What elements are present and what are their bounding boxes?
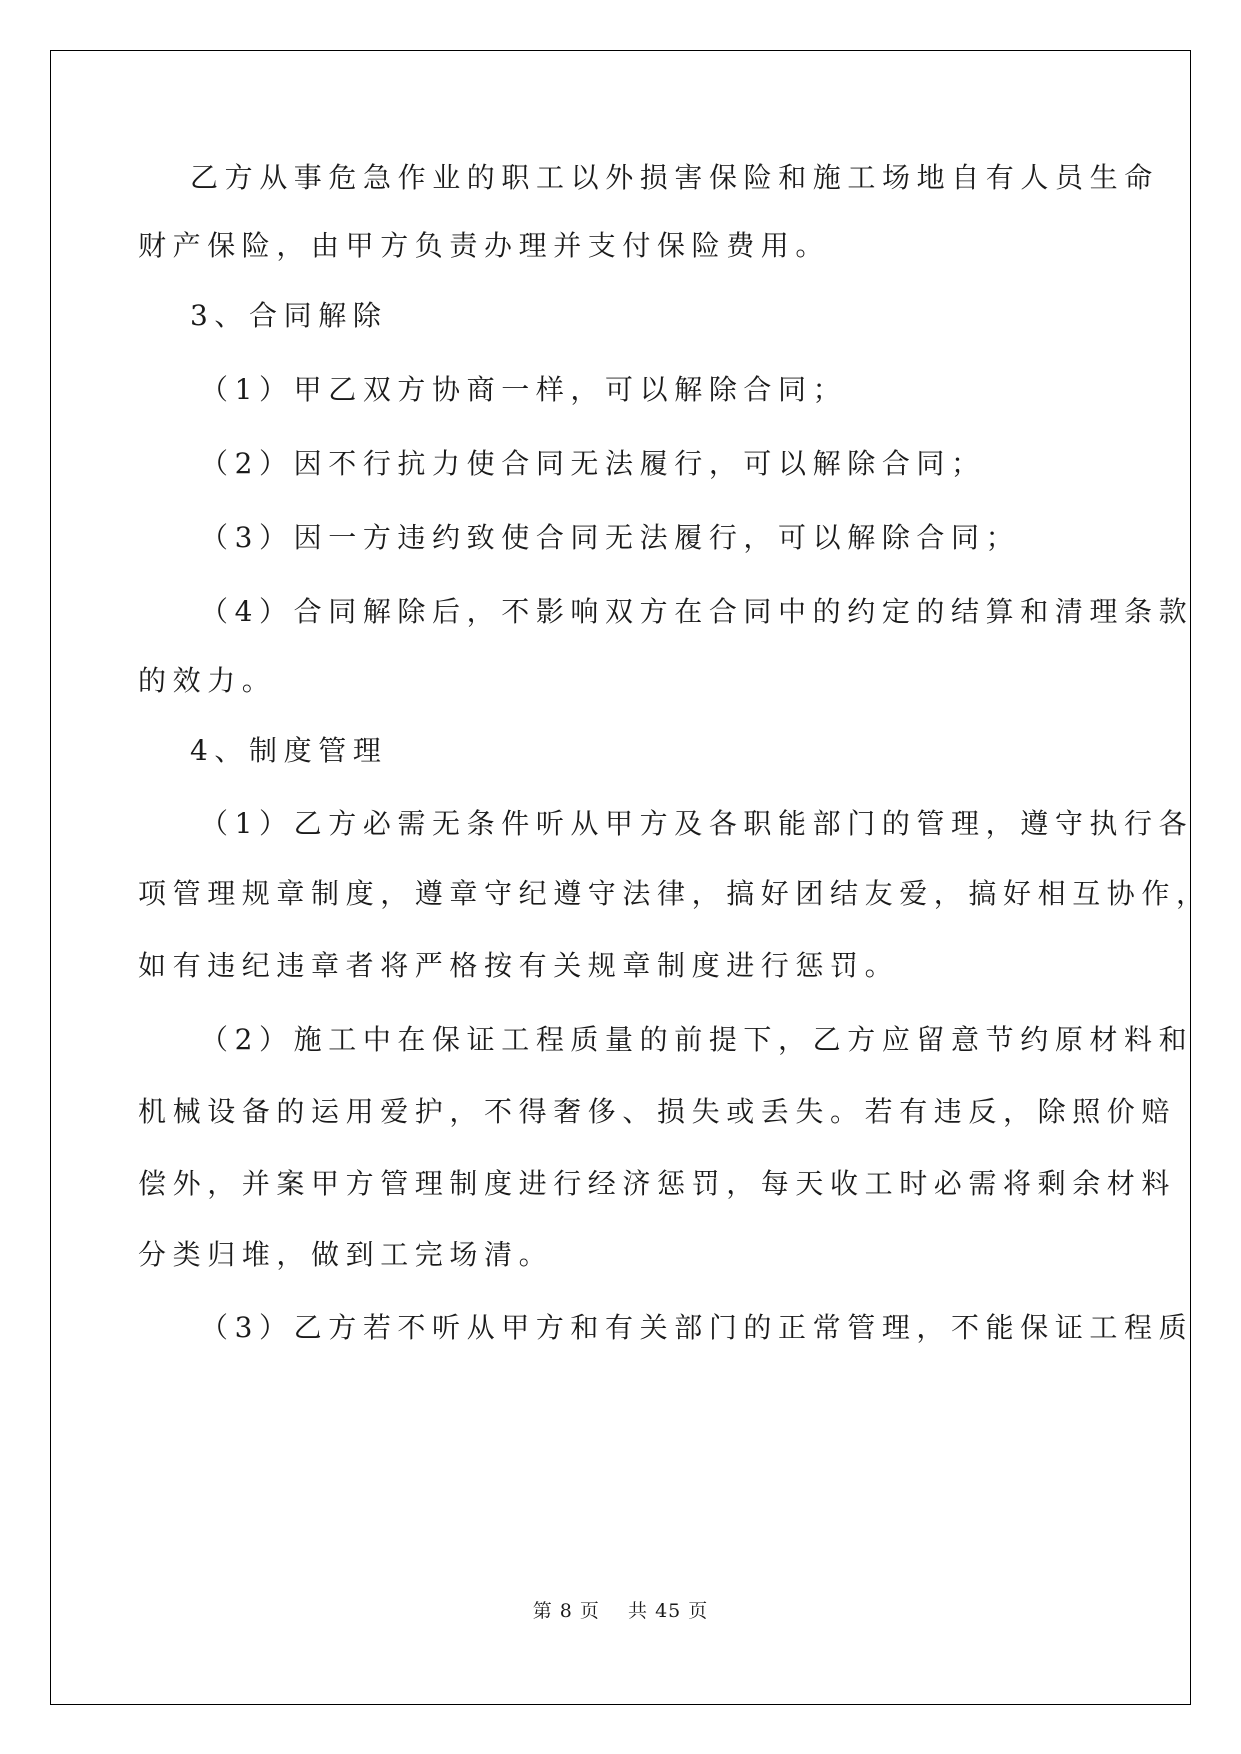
text-line: 如有违纪违章者将严格按有关规章制度进行惩罚。: [138, 949, 900, 982]
text-line: （4）合同解除后，不影响双方在合同中的约定的结算和清理条款: [200, 595, 1194, 628]
text-line: （1）乙方必需无条件听从甲方及各职能部门的管理，遵守执行各: [200, 807, 1194, 840]
text-line: 机械设备的运用爱护，不得奢侈、损失或丢失。若有违反，除照价赔: [138, 1095, 1177, 1128]
text-line: 乙方从事危急作业的职工以外损害保险和施工场地自有人员生命: [190, 161, 1159, 194]
text-line: 项管理规章制度，遵章守纪遵守法律，搞好团结友爱，搞好相互协作，: [138, 877, 1211, 910]
text-line: 财产保险，由甲方负责办理并支付保险费用。: [138, 229, 831, 262]
section-heading: 3、合同解除: [190, 299, 388, 332]
text-line: 的效力。: [138, 664, 277, 697]
text-line: （2）施工中在保证工程质量的前提下，乙方应留意节约原材料和: [200, 1023, 1194, 1056]
text-line: （3）因一方违约致使合同无法履行，可以解除合同；: [200, 521, 1021, 554]
text-line: （3）乙方若不听从甲方和有关部门的正常管理，不能保证工程质: [200, 1311, 1194, 1344]
text-line: （2）因不行抗力使合同无法履行，可以解除合同；: [200, 447, 986, 480]
page-number: 第 8 页 共 45 页: [532, 1600, 709, 1622]
text-line: 偿外，并案甲方管理制度进行经济惩罚，每天收工时必需将剩余材料: [138, 1167, 1177, 1200]
text-line: 分类归堆，做到工完场清。: [138, 1238, 554, 1271]
text-line: （1）甲乙双方协商一样，可以解除合同；: [200, 373, 848, 406]
section-heading: 4、制度管理: [190, 734, 388, 767]
